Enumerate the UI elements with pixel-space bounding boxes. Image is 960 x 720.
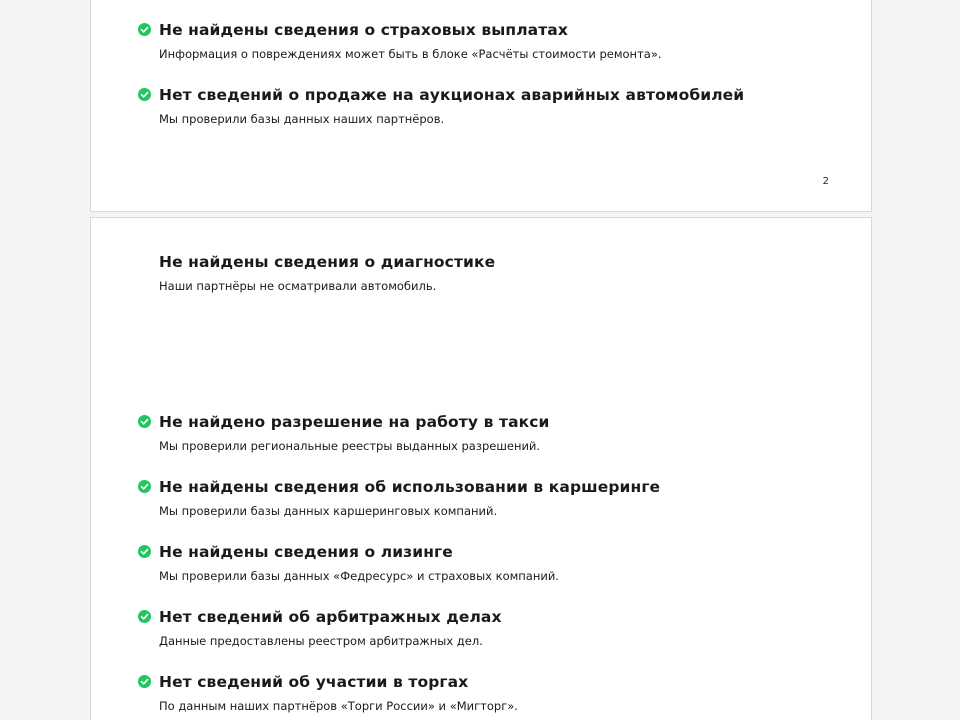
- item-title: Нет сведений об арбитражных делах: [159, 608, 502, 626]
- check-circle-icon: [138, 88, 151, 101]
- item-title: Не найдены сведения о страховых выплатах: [159, 21, 568, 39]
- document-page-3: [90, 217, 872, 720]
- check-circle-icon: [138, 675, 151, 688]
- item-description: Мы проверили региональные реестры выданных разрешений.: [159, 439, 541, 453]
- item-description: По данным наших партнёров «Торги России» и «Мигторг».: [159, 699, 518, 713]
- item-title: Не найдено разрешение на работу в такси: [159, 413, 550, 431]
- item-title: Не найдены сведения о диагностике: [159, 253, 496, 271]
- document-page-2: [90, 0, 872, 212]
- item-description: Информация о повреждениях может быть в блоке «Расчёты стоимости ремонта».: [159, 47, 662, 61]
- item-description: Наши партнёры не осматривали автомобиль.: [159, 279, 437, 293]
- check-circle-icon: [138, 610, 151, 623]
- item-description: Мы проверили базы данных наших партнёров.: [159, 112, 445, 126]
- item-description: Мы проверили базы данных «Федресурс» и страховых компаний.: [159, 569, 559, 583]
- item-title: Нет сведений об участии в торгах: [159, 673, 469, 691]
- item-description: Мы проверили базы данных каршеринговых компаний.: [159, 504, 498, 518]
- check-circle-icon: [138, 545, 151, 558]
- item-title: Нет сведений о продаже на аукционах аварийных автомобилей: [159, 86, 745, 104]
- item-description: Данные предоставлены реестром арбитражных дел.: [159, 634, 483, 648]
- check-circle-icon: [138, 23, 151, 36]
- check-circle-icon: [138, 480, 151, 493]
- item-title: Не найдены сведения об использовании в каршеринге: [159, 478, 661, 496]
- item-title: Не найдены сведения о лизинге: [159, 543, 453, 561]
- check-circle-icon: [138, 415, 151, 428]
- page-number: 2: [822, 176, 829, 187]
